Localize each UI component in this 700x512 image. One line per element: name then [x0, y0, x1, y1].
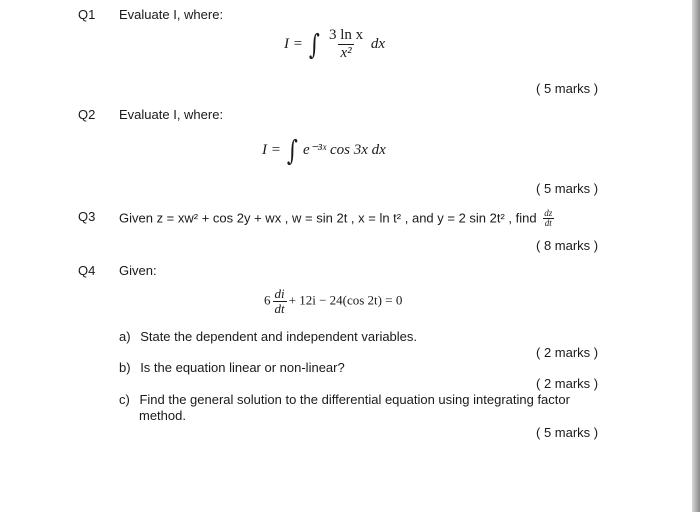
q3-dt: dt	[544, 218, 552, 229]
q4-a-label: a)	[119, 329, 131, 344]
integral-sign-icon: ∫	[308, 28, 320, 62]
q1-fraction	[327, 28, 365, 61]
q4-coef: 6	[264, 292, 271, 308]
q4-derivative	[273, 287, 287, 316]
q4-c-text-line2: method.	[139, 408, 186, 423]
q2-equation	[262, 134, 386, 167]
q3-derivative	[542, 209, 554, 229]
q1-dx: dx	[370, 36, 386, 53]
q2-prompt: Evaluate I, where:	[119, 107, 224, 122]
q4-equation	[264, 287, 402, 316]
q4-part-a	[119, 329, 417, 344]
q4-part-c	[119, 392, 570, 407]
q4-c-marks: ( 5 marks )	[536, 425, 599, 440]
q4-b-text: Is the equation linear or non-linear?	[140, 360, 345, 375]
q2-marks: ( 5 marks )	[536, 181, 599, 196]
q1-marks: ( 5 marks )	[536, 81, 599, 96]
q3-dz: dz	[544, 208, 553, 218]
q4-b-marks: ( 2 marks )	[536, 376, 599, 391]
q1-equation	[284, 28, 385, 61]
q2-number: Q2	[78, 107, 96, 122]
q3-text: Given z = xw² + cos 2y + wx , w = sin 2t , x = ln t² , and y = 2 sin 2t² , find	[119, 210, 537, 226]
q1-lhs: I =	[284, 36, 303, 53]
q4-number: Q4	[78, 263, 96, 278]
q4-a-text: State the dependent and independent variables.	[140, 329, 418, 344]
q1-numerator: 3 ln x	[328, 27, 364, 43]
q4-dt: dt	[274, 300, 285, 316]
q2-integrand: e⁻³ˣ cos 3x dx	[302, 141, 386, 158]
q1-prompt: Evaluate I, where:	[119, 7, 224, 22]
q4-rest: + 12i − 24(cos 2t) = 0	[288, 292, 403, 308]
page-edge-shadow	[692, 0, 700, 512]
q3-statement	[119, 209, 556, 229]
q4-c-text-line1: Find the general solution to the differential equation using integrating factor	[139, 392, 570, 407]
q4-a-marks: ( 2 marks )	[536, 345, 599, 360]
q3-number: Q3	[78, 209, 96, 224]
q1-denominator: x²	[340, 44, 352, 61]
q1-number: Q1	[78, 7, 96, 22]
q4-b-label: b)	[119, 360, 131, 375]
q3-marks: ( 8 marks )	[536, 238, 599, 253]
q4-c-label: c)	[119, 392, 130, 407]
q4-part-b	[119, 360, 345, 375]
integral-sign-icon: ∫	[286, 134, 298, 167]
q2-lhs: I =	[262, 141, 281, 158]
q4-prompt: Given:	[119, 263, 157, 278]
q4-di: di	[274, 286, 285, 301]
